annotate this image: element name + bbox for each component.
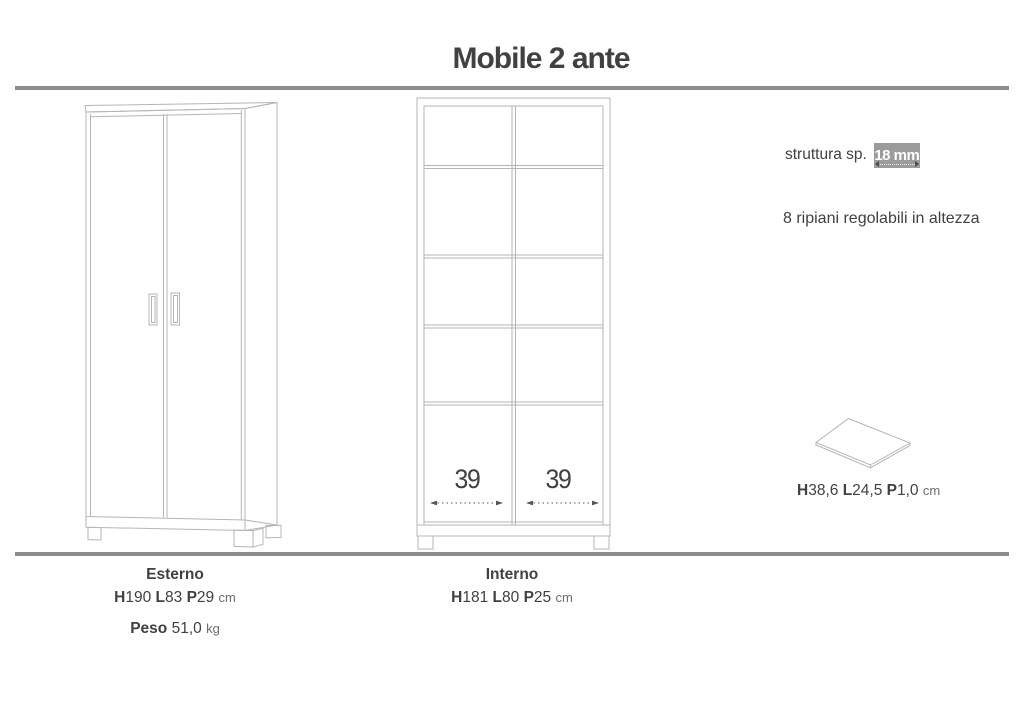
internal-dimensions-block	[412, 566, 612, 606]
cabinet-feet	[88, 525, 281, 547]
shelf-p-label: P	[886, 482, 897, 499]
int-unit: cm	[555, 590, 573, 606]
shelves-note: 8 ripiani regolabili in altezza	[783, 210, 980, 227]
int-l-value: 80	[502, 589, 520, 607]
external-title: Esterno	[146, 566, 204, 583]
int-h-value: 181	[462, 589, 489, 607]
page-title: Mobile 2 ante	[452, 42, 630, 75]
shelf-h-value: 38,6	[808, 482, 839, 499]
ext-p-value: 29	[196, 589, 215, 607]
cabinet-3d-view	[85, 103, 281, 548]
adjustable-shelves	[424, 166, 603, 406]
width-dimension-right	[526, 501, 599, 506]
compartment-width-label-left: 39	[454, 464, 480, 494]
internal-title: Interno	[485, 566, 539, 583]
weight-label: Peso	[130, 620, 168, 638]
width-dimension-left	[430, 501, 503, 506]
ext-l-label: L	[155, 589, 166, 607]
shelf-panel-dimensions	[797, 482, 940, 500]
structure-thickness-value: 18 mm	[874, 146, 920, 164]
cabinet-front-feet	[418, 536, 609, 549]
ext-h-label: H	[114, 589, 126, 607]
shelf-panel-drawing	[816, 419, 910, 468]
int-p-label: P	[523, 589, 534, 607]
compartment-width-label-right: 39	[545, 464, 571, 494]
ext-p-label: P	[186, 589, 197, 607]
door-handles	[149, 293, 180, 325]
structure-thickness-label: struttura sp.	[785, 146, 867, 163]
ext-h-value: 190	[125, 589, 152, 607]
shelf-unit: cm	[922, 483, 941, 498]
shelf-p-value: 1,0	[896, 482, 919, 499]
ext-l-value: 83	[165, 589, 183, 607]
external-dimensions-block	[75, 566, 275, 637]
weight-row	[75, 620, 275, 637]
structure-thickness-badge	[874, 143, 920, 168]
int-p-value: 25	[533, 589, 552, 607]
weight-value: 51,0	[171, 620, 202, 638]
shelf-h-label: H	[797, 482, 809, 499]
weight-unit: kg	[206, 621, 220, 637]
external-dimensions	[75, 589, 275, 606]
shelf-l-label: L	[842, 482, 853, 499]
int-h-label: H	[451, 589, 463, 607]
internal-dimensions	[412, 589, 612, 606]
thickness-dimension-marks-icon	[877, 160, 917, 165]
structure-thickness-row	[785, 142, 920, 168]
shelf-l-value: 24,5	[852, 482, 883, 499]
int-l-label: L	[492, 589, 503, 607]
ext-unit: cm	[218, 590, 236, 606]
